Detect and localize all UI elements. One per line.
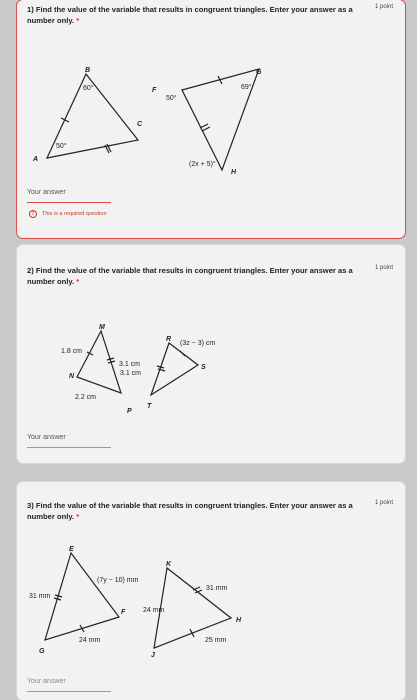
points-label-1: 1 point [374, 4, 393, 10]
side-label: 31 mm [206, 585, 228, 592]
vertex-label: R [166, 336, 172, 343]
question-card-2 [17, 245, 405, 463]
angle-label: 60° [83, 85, 94, 92]
vertex-label: K [166, 561, 172, 568]
question-card-3 [17, 482, 405, 700]
question-title-3: 3) Find the value of the variable that results in congruent triangles. Enter your answer as a number only. * [27, 501, 353, 521]
angle-label: 69° [241, 84, 252, 91]
vertex-label: F [152, 87, 157, 94]
side-label: 24 mm [143, 607, 165, 614]
vertex-label: H [236, 617, 242, 624]
error-message [29, 210, 107, 218]
side-label: (7y − 10) mm [97, 577, 139, 584]
side-label: (3z − 3) cm [180, 340, 216, 347]
answer-input-1[interactable]: Your answer [27, 189, 66, 196]
vertex-label: G [39, 648, 45, 655]
vertex-label: C [137, 121, 143, 128]
question-title-1: 1) Find the value of the variable that results in congruent triangles. Enter your answer as a number only. * [27, 5, 353, 25]
answer-input-3[interactable]: Your answer [27, 678, 66, 685]
vertex-label: S [201, 364, 206, 371]
vertex-label: J [151, 652, 155, 659]
vertex-label: N [69, 373, 75, 380]
side-label: 24 mm [79, 637, 101, 644]
vertex-label: H [231, 169, 237, 176]
side-label: 3.1 cm [119, 361, 141, 368]
vertex-label: P [127, 408, 132, 415]
question-card-1 [17, 0, 405, 238]
answer-input-2[interactable]: Your answer [27, 434, 66, 441]
answer-underline-2 [27, 447, 111, 448]
angle-label: 50° [56, 143, 67, 150]
points-label-3: 1 point [374, 500, 393, 506]
triangle-figure-1 [17, 0, 405, 190]
angle-label: 50° [166, 95, 177, 102]
side-label: 1.8 cm [61, 348, 83, 355]
triangle-figure-2 [17, 245, 405, 463]
points-label-2: 1 point [374, 265, 393, 271]
question-title-2: 2) Find the value of the variable that results in congruent triangles. Enter your answer as a number only. * [27, 266, 353, 286]
vertex-label: A [33, 156, 39, 163]
answer-underline-3 [27, 691, 111, 692]
error-icon: ! [29, 210, 37, 218]
side-label: 25 mm [205, 637, 227, 644]
error-text: This is a required question [42, 211, 107, 217]
vertex-label: B [85, 67, 91, 74]
angle-label: (2x + 5)° [189, 161, 216, 168]
side-label: 2.2 cm [75, 394, 97, 401]
triangle-figure-3 [17, 482, 405, 700]
vertex-label: T [147, 403, 152, 410]
vertex-label: M [99, 324, 105, 331]
vertex-label: E [69, 546, 74, 553]
side-label: 3.1 cm [120, 370, 142, 377]
vertex-label: F [121, 609, 126, 616]
answer-underline-1 [27, 202, 111, 203]
side-label: 31 mm [29, 593, 51, 600]
vertex-label: G [256, 69, 262, 76]
